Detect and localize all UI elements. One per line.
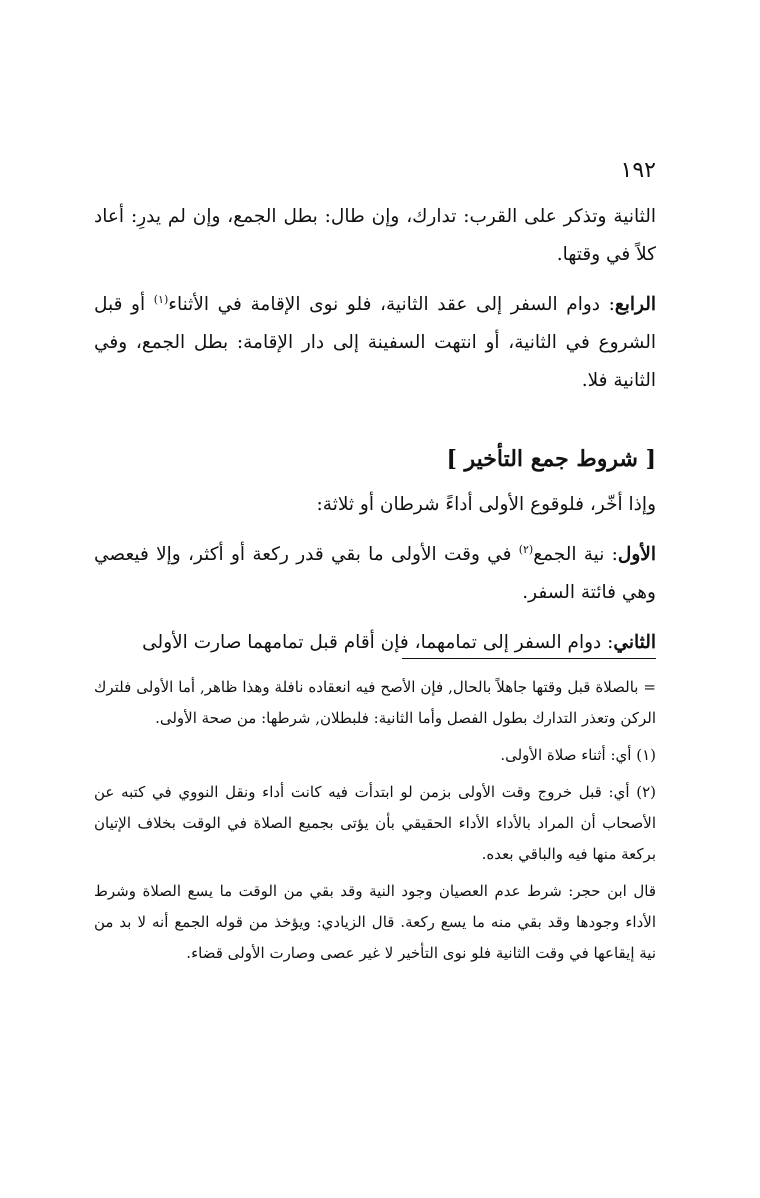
footnote-divider [402, 658, 656, 659]
paragraph-text: أو قبل الشروع في الثانية، أو انتهت السفينة إلى دار الإقامة: بطل الجمع، وفي الثانية فلا. [94, 294, 656, 391]
footnote: (١) أي: أثناء صلاة الأولى. [500, 746, 656, 764]
paragraph-label: الأول [617, 544, 656, 565]
paragraph [94, 286, 656, 400]
paragraph-text: في وقت الأولى ما بقي قدر ركعة أو أكثر، وإلا فيعصي وهي فائتة السفر. [94, 544, 656, 603]
paragraph-label: الثاني [613, 632, 656, 653]
paragraph [94, 624, 656, 662]
paragraph-label: الرابع [614, 294, 656, 315]
footnotes [94, 672, 656, 975]
paragraph-text: : نية الجمع [533, 544, 618, 565]
footnote: (٢) أي: قبل خروج وقت الأولى بزمن لو ابتدأت فيه كانت أداء ونقل النووي في كتبه عن الأصحاب أن المراد بالأداء الأداء الحقيقي بأن يؤتى بجميع الصلاة في الوقت بخلاف الإتيان بركعة منها فيه والباقي بعده. [94, 783, 656, 863]
paragraph-text: : دوام السفر إلى عقد الثانية، فلو نوى الإقامة في الأثناء [168, 294, 615, 315]
section-heading: [ شروط جمع التأخير ] [446, 446, 656, 472]
footnote: قال ابن حجر: شرط عدم العصيان وجود النية وقد بقي من الوقت ما يسع الصلاة وشرط الأداء وجودها وقد بقي منه ما يسع ركعة. قال الزيادي: ويؤخذ من قوله الجمع أنه لا بد من نية إيقاعها في وقت الثانية فلو نوى التأخير لا غير عصى وصارت الأولى قضاء. [94, 882, 656, 962]
paragraph: الثانية وتذكر على القرب: تدارك، وإن طال: بطل الجمع، وإن لم يدرِ: أعاد كلاً في وقتها. [94, 206, 656, 265]
footnote-marker: (٢) [518, 542, 534, 556]
paragraph [94, 536, 656, 612]
paragraph: وإذا أخّر، فلوقوع الأولى أداءً شرطان أو ثلاثة: [316, 494, 656, 515]
main-text [94, 198, 656, 674]
page-number: ١٩٢ [620, 158, 656, 183]
footnote-marker: (١) [153, 292, 169, 306]
paragraph-text: : دوام السفر إلى تمامهما، فإن أقام قبل تمامهما صارت الأولى [142, 632, 614, 653]
footnote: = بالصلاة قبل وقتها جاهلاً بالحال, فإن الأصح فيه انعقاده نافلة وهذا ظاهر, أما الأولى فلترك الركن وتعذر التدارك بطول الفصل وأما الثانية: فلبطلان, شرطها: من صحة الأولى. [94, 678, 656, 727]
